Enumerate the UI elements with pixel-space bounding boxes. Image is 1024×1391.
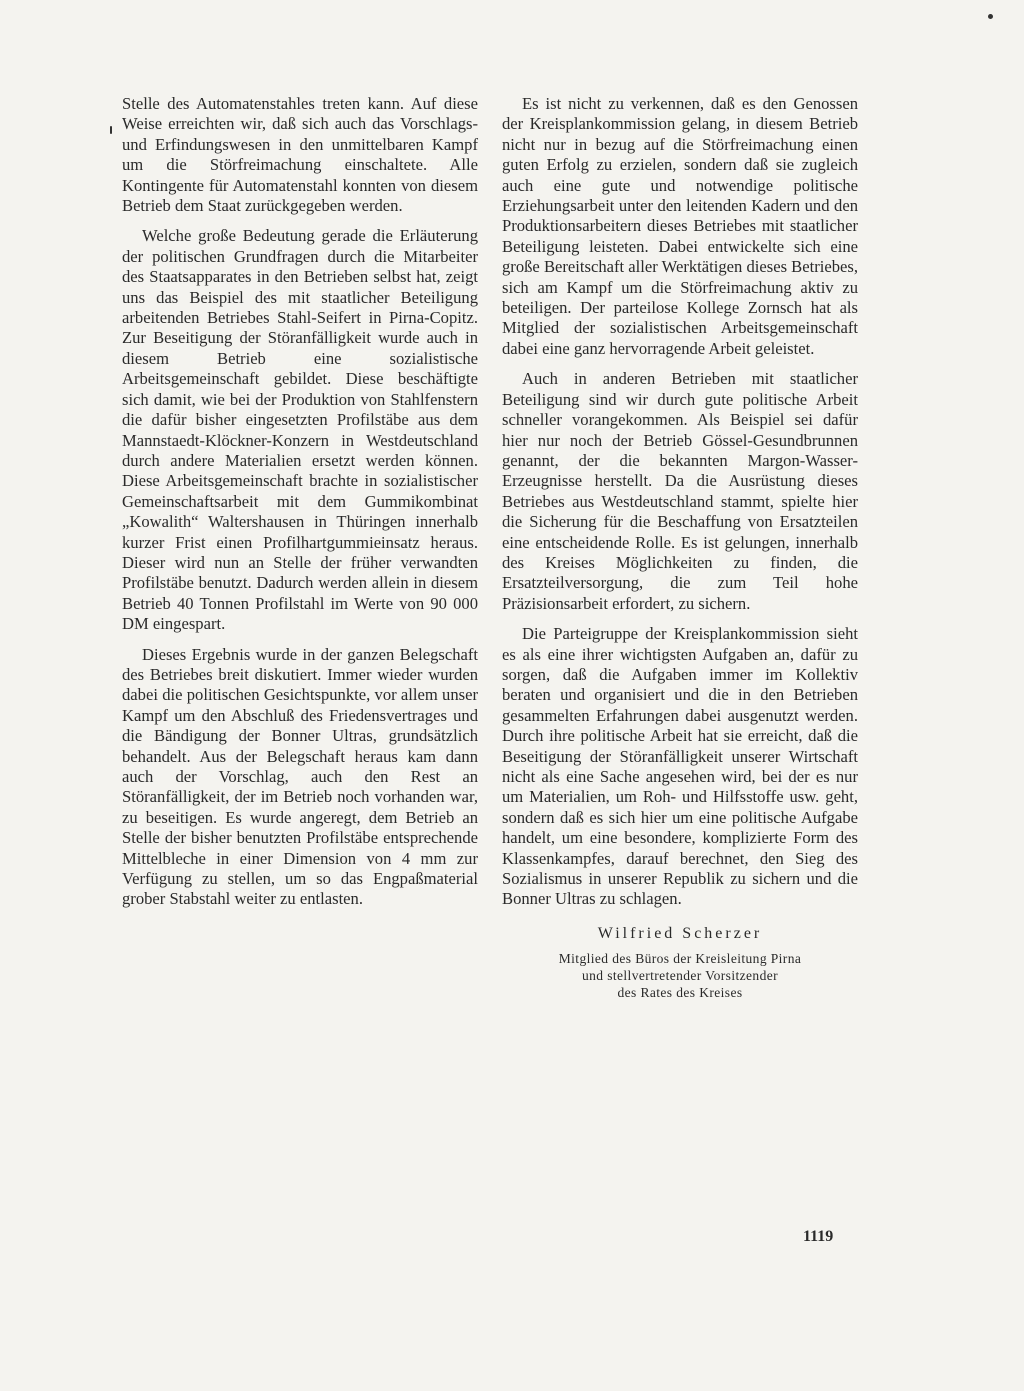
- paragraph: Es ist nicht zu verkennen, daß es den Genossen der Kreisplankommission gelang, in diesem Betrieb nicht nur in bezug auf die Störfreimachung einen guten Erfolg zu erzielen, sondern daß sie zugleich auch eine gute und notwendige politische Erziehungsarbeit unter den leitenden Kadern und den Produktionsarbeitern dieses Betriebes mit staatlicher Beteiligung leisteten. Dabei entwickelte sich eine große Bereitschaft aller Werktätigen dieses Betriebes, sich am Kampf um die Störfreimachung aktiv zu beteiligen. Der parteilose Kollege Zornsch hat als Mitglied der sozialistischen Arbeitsgemeinschaft dabei eine ganz hervorragende Arbeit geleistet.: [502, 94, 858, 358]
- paragraph: Stelle des Automatenstahles treten kann. Auf diese Weise erreichten wir, daß sich auch das Vorschlags- und Erfindungswesen in den unmittelbaren Kampf um die Störfreimachung einschaltete. Alle Kontingente für Automatenstahl konnten von diesem Betrieb dem Staat zurückgegeben werden.: [122, 94, 478, 216]
- right-column: [502, 94, 858, 1001]
- scan-speck: [988, 14, 993, 19]
- paragraph: Welche große Bedeutung gerade die Erläuterung der politischen Grundfragen durch die Mitarbeiter des Staatsapparates in den Betrieben selbst hat, zeigt uns das Beispiel des mit staatlicher Beteiligung arbeitenden Betriebes Stahl-Seifert in Pirna-Copitz. Zur Beseitigung der Störanfälligkeit wurde auch in diesem Betrieb eine sozialistische Arbeitsgemeinschaft gebildet. Diese beschäftigte sich damit, wie bei der Produktion von Stahlfenstern die dafür bisher eingesetzten Profilstäbe aus dem Mannstaedt-Klöckner-Konzern in Westdeutschland durch andere Materialien ersetzt werden können. Diese Arbeitsgemeinschaft brachte in sozialistischer Gemeinschaftsarbeit mit dem Gummikombinat „Kowalith“ Waltershausen in Thüringen innerhalb kurzer Frist einen Profilhartgummieinsatz heraus. Dieser wird nun an Stelle der früher verwandten Profilstäbe benutzt. Dadurch werden allein in diesem Betrieb 40 Tonnen Profilstahl im Werte von 90 000 DM eingespart.: [122, 226, 478, 634]
- author-role: [502, 950, 858, 1001]
- author-signature: Wilfried Scherzer: [597, 924, 763, 942]
- author-role-line: des Rates des Kreises: [617, 985, 743, 1001]
- scan-speck: [110, 126, 112, 134]
- author-role-line: und stellvertretender Vorsitzender: [581, 968, 779, 984]
- paragraph: Die Parteigruppe der Kreisplankommission sieht es als eine ihrer wichtigsten Aufgaben an, dafür zu sorgen, daß die Aufgaben immer im Kollektiv beraten und organisiert und die in den Betrieben gesammelten Erfahrungen dabei ausgenutzt werden. Durch ihre politische Arbeit hat sie erreicht, daß die Beseitigung der Störanfälligkeit unserer Wirtschaft nicht als eine Sache angesehen wird, bei der es nur um Materialien, um Roh- und Hilfsstoffe usw. geht, sondern daß es sich hier um eine politische Aufgabe handelt, um eine besondere, komplizierte Form des Klassenkampfes, darauf berechnet, den Sieg des Sozialismus in unserer Republik zu sichern und die Bonner Ultras zu schlagen.: [502, 624, 858, 909]
- left-column: [122, 94, 478, 920]
- paragraph: Dieses Ergebnis wurde in der ganzen Belegschaft des Betriebes breit diskutiert. Immer wieder wurden dabei die politischen Gesichtspunkte, vor allem unser Kampf um den Abschluß des Friedensvertrages und die Bändigung der Bonner Ultras, grundsätzlich behandelt. Aus der Belegschaft heraus kam dann auch der Vorschlag, auch den Rest an Störanfälligkeit, der im Betrieb noch vorhanden war, zu beseitigen. Es wurde angeregt, dem Betrieb an Stelle der bisher benutzten Profilstäbe entsprechende Mittelbleche in einer Dimension von 4 mm zur Verfügung zu stellen, um so das Engpaßmaterial grober Stabstahl weiter zu entlasten.: [122, 644, 478, 909]
- paragraph: Auch in anderen Betrieben mit staatlicher Beteiligung sind wir durch gute politische Arbeit schneller vorangekommen. Als Beispiel sei dafür hier nur noch der Betrieb Gössel-Gesundbrunnen genannt, der die bekannten Margon-Wasser-Erzeugnisse herstellt. Da die Ausrüstung dieses Betriebes aus Westdeutschland stammt, spielte hier die Sicherung für die Beschaffung von Ersatzteilen eine entscheidende Rolle. Es ist gelungen, innerhalb des Kreises Möglichkeiten zu finden, die Ersatzteilversorgung, die zum Teil hohe Präzisionsarbeit erfordert, zu sichern.: [502, 369, 858, 613]
- author-role-line: Mitglied des Büros der Kreisleitung Pirna: [558, 951, 802, 967]
- page-number: 1119: [803, 1228, 834, 1245]
